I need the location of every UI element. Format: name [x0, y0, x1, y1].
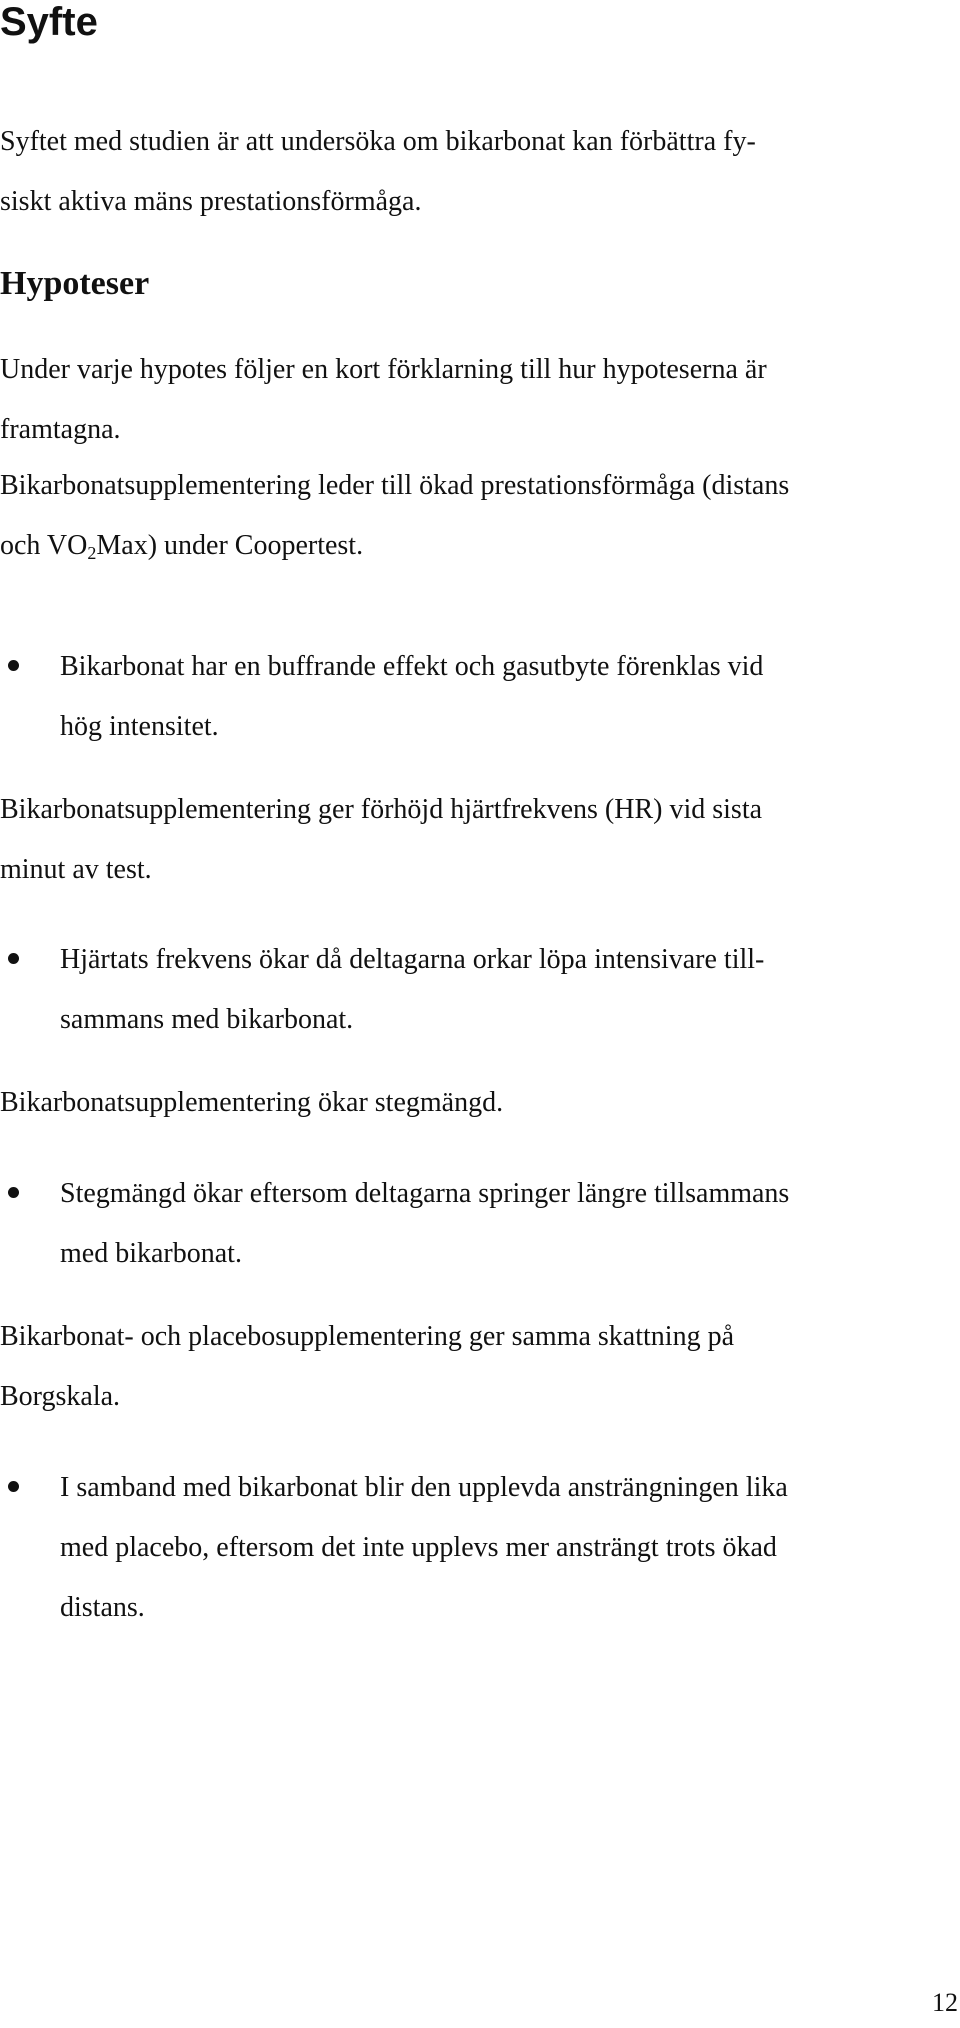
bullet-2-line-2: sammans med bikarbonat. — [60, 1004, 354, 1035]
bullet-dot-icon — [8, 1481, 19, 1492]
bullet-4-text — [60, 1458, 955, 1638]
section-heading-hypoteser: Hypoteser — [0, 265, 150, 302]
bullet-4-line-3: distans. — [60, 1592, 145, 1623]
hypothesis-1-line-1: Bikarbonatsupplementering leder till ökad prestationsförmåga (distans — [0, 470, 790, 501]
hypothesis-1-line-2-end: Max) under Coopertest. — [96, 530, 364, 561]
bullet-3-line-1: Stegmängd ökar eftersom deltagarna springer längre tillsammans — [60, 1178, 790, 1209]
hypothesis-2 — [0, 780, 960, 900]
hypothesis-4-line-1: Bikarbonat- och placebosupplementering ger samma skattning på — [0, 1321, 735, 1352]
bullet-3-text — [60, 1164, 955, 1284]
hypothesis-1-line-2 — [0, 530, 363, 561]
purpose-paragraph — [0, 112, 960, 232]
hypothesis-3 — [0, 1073, 960, 1133]
page-number: 12 — [932, 1988, 958, 2017]
hypothesis-2-line-2: minut av test. — [0, 854, 152, 885]
intro-line-2: framtagna. — [0, 414, 121, 445]
hypothesis-4 — [0, 1307, 960, 1427]
hypothesis-1 — [0, 456, 960, 576]
bullet-dot-icon — [8, 1187, 19, 1198]
section-heading-syfte: Syfte — [0, 0, 98, 44]
purpose-line-1: Syftet med studien är att undersöka om bikarbonat kan förbättra fy- — [0, 126, 756, 157]
bullet-1-line-2: hög intensitet. — [60, 711, 219, 742]
hypothesis-3-line-1: Bikarbonatsupplementering ökar stegmängd. — [0, 1087, 504, 1118]
hypothesis-1-line-2-start: och VO — [0, 530, 88, 561]
bullet-2-text — [60, 930, 955, 1050]
bullet-3-line-2: med bikarbonat. — [60, 1238, 242, 1269]
hypothesis-2-line-1: Bikarbonatsupplementering ger förhöjd hjärtfrekvens (HR) vid sista — [0, 794, 763, 825]
bullet-1-line-1: Bikarbonat har en buffrande effekt och gasutbyte förenklas vid — [60, 651, 764, 682]
bullet-dot-icon — [8, 953, 19, 964]
intro-line-1: Under varje hypotes följer en kort förklarning till hur hypoteserna är — [0, 354, 767, 385]
hypothesis-4-line-2: Borgskala. — [0, 1381, 121, 1412]
bullet-4-line-1: I samband med bikarbonat blir den upplevda ansträngningen lika — [60, 1472, 788, 1503]
bullet-1-text — [60, 637, 955, 757]
bullet-4-line-2: med placebo, eftersom det inte upplevs mer ansträngt trots ökad — [60, 1532, 777, 1563]
bullet-2-line-1: Hjärtats frekvens ökar då deltagarna orkar löpa intensivare till- — [60, 944, 765, 975]
intro-paragraph — [0, 340, 960, 460]
bullet-dot-icon — [8, 660, 19, 671]
vo2-subscript: 2 — [87, 543, 97, 563]
purpose-line-2: siskt aktiva mäns prestationsförmåga. — [0, 186, 422, 217]
